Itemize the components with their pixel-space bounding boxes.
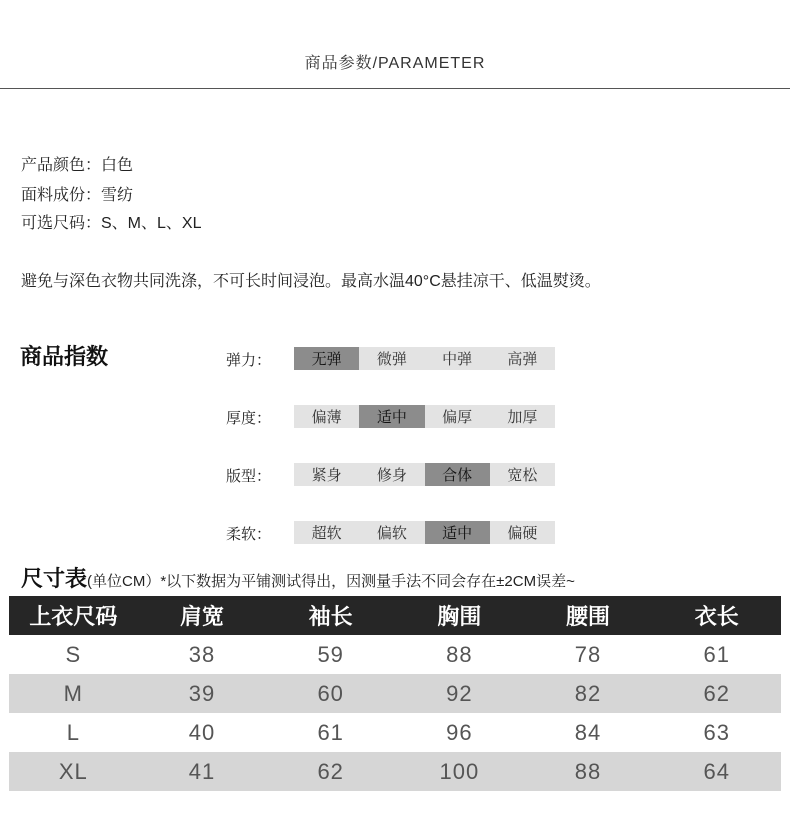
table-cell: 59 — [317, 641, 344, 667]
column-header: 上衣尺码 — [29, 604, 118, 629]
page-title: 商品参数/PARAMETER — [304, 55, 486, 72]
table-cell: 64 — [703, 758, 730, 784]
fit-label: 版型： — [226, 468, 272, 485]
softness-option: 超软 — [311, 525, 342, 542]
thickness-option: 偏薄 — [311, 409, 342, 426]
table-cell: 61 — [703, 641, 730, 667]
fit-option: 宽松 — [507, 467, 538, 484]
table-row — [9, 752, 781, 791]
thickness-label: 厚度： — [226, 410, 272, 427]
table-row — [9, 713, 781, 752]
size-table-title — [21, 562, 575, 593]
header-divider — [0, 88, 790, 89]
sizes-info: 可选尺码：S、M、L、XL — [21, 215, 202, 232]
softness-option: 适中 — [425, 521, 490, 544]
table-cell: 88 — [574, 758, 602, 784]
table-cell: 84 — [574, 719, 602, 745]
fabric-info: 面料成份：雪纺 — [21, 187, 134, 204]
fit-option: 合体 — [425, 463, 490, 486]
table-cell: 39 — [188, 680, 216, 706]
thickness-option: 适中 — [359, 405, 424, 428]
table-cell: 63 — [703, 719, 730, 745]
elasticity-option: 微弹 — [376, 351, 407, 368]
table-cell: XL — [58, 758, 88, 784]
size-table-heading: 尺寸表 — [21, 566, 88, 591]
table-cell: 38 — [188, 641, 216, 667]
elasticity-scale — [294, 347, 555, 370]
table-row — [9, 674, 781, 713]
size-table — [9, 596, 781, 791]
column-header: 袖长 — [308, 604, 353, 629]
column-header: 胸围 — [437, 604, 482, 629]
softness-option: 偏硬 — [507, 525, 538, 542]
size-table-note: (单位CM）*以下数据为平铺测试得出，因测量手法不同会存在±2CM误差~ — [87, 573, 575, 590]
care-note: 避免与深色衣物共同洗涤，不可长时间浸泡。最高水温40°C悬挂凉干、低温熨烫。 — [21, 273, 601, 290]
elasticity-label: 弹力： — [226, 352, 272, 369]
table-cell: 62 — [703, 680, 730, 706]
column-header: 肩宽 — [180, 604, 225, 629]
table-cell: 82 — [574, 680, 602, 706]
table-cell: 88 — [446, 641, 473, 667]
table-header-row — [9, 596, 781, 635]
table-cell: 61 — [317, 719, 344, 745]
table-cell: 92 — [446, 680, 473, 706]
table-cell: 78 — [574, 641, 602, 667]
table-cell: S — [65, 641, 82, 667]
thickness-scale — [294, 405, 555, 428]
softness-label: 柔软： — [226, 526, 272, 543]
color-info: 产品颜色：白色 — [21, 157, 134, 174]
softness-option: 偏软 — [376, 525, 407, 542]
thickness-option: 偏厚 — [442, 409, 473, 426]
elasticity-option: 无弹 — [294, 347, 359, 370]
table-cell: 41 — [188, 758, 216, 784]
table-row — [9, 635, 781, 674]
table-cell: 62 — [317, 758, 344, 784]
elasticity-option: 中弹 — [442, 351, 473, 368]
index-title: 商品指数 — [20, 344, 109, 369]
column-header: 腰围 — [566, 604, 611, 629]
table-cell: L — [66, 719, 80, 745]
fit-option: 紧身 — [311, 467, 342, 484]
column-header: 衣长 — [694, 604, 739, 629]
table-cell: 100 — [439, 758, 480, 784]
fit-scale — [294, 463, 555, 486]
elasticity-option: 高弹 — [507, 351, 538, 368]
table-cell: 60 — [317, 680, 344, 706]
table-cell: 96 — [446, 719, 473, 745]
fit-option: 修身 — [376, 467, 407, 484]
table-cell: 40 — [188, 719, 216, 745]
thickness-option: 加厚 — [507, 409, 538, 426]
softness-scale — [294, 521, 555, 544]
table-cell: M — [63, 680, 83, 706]
